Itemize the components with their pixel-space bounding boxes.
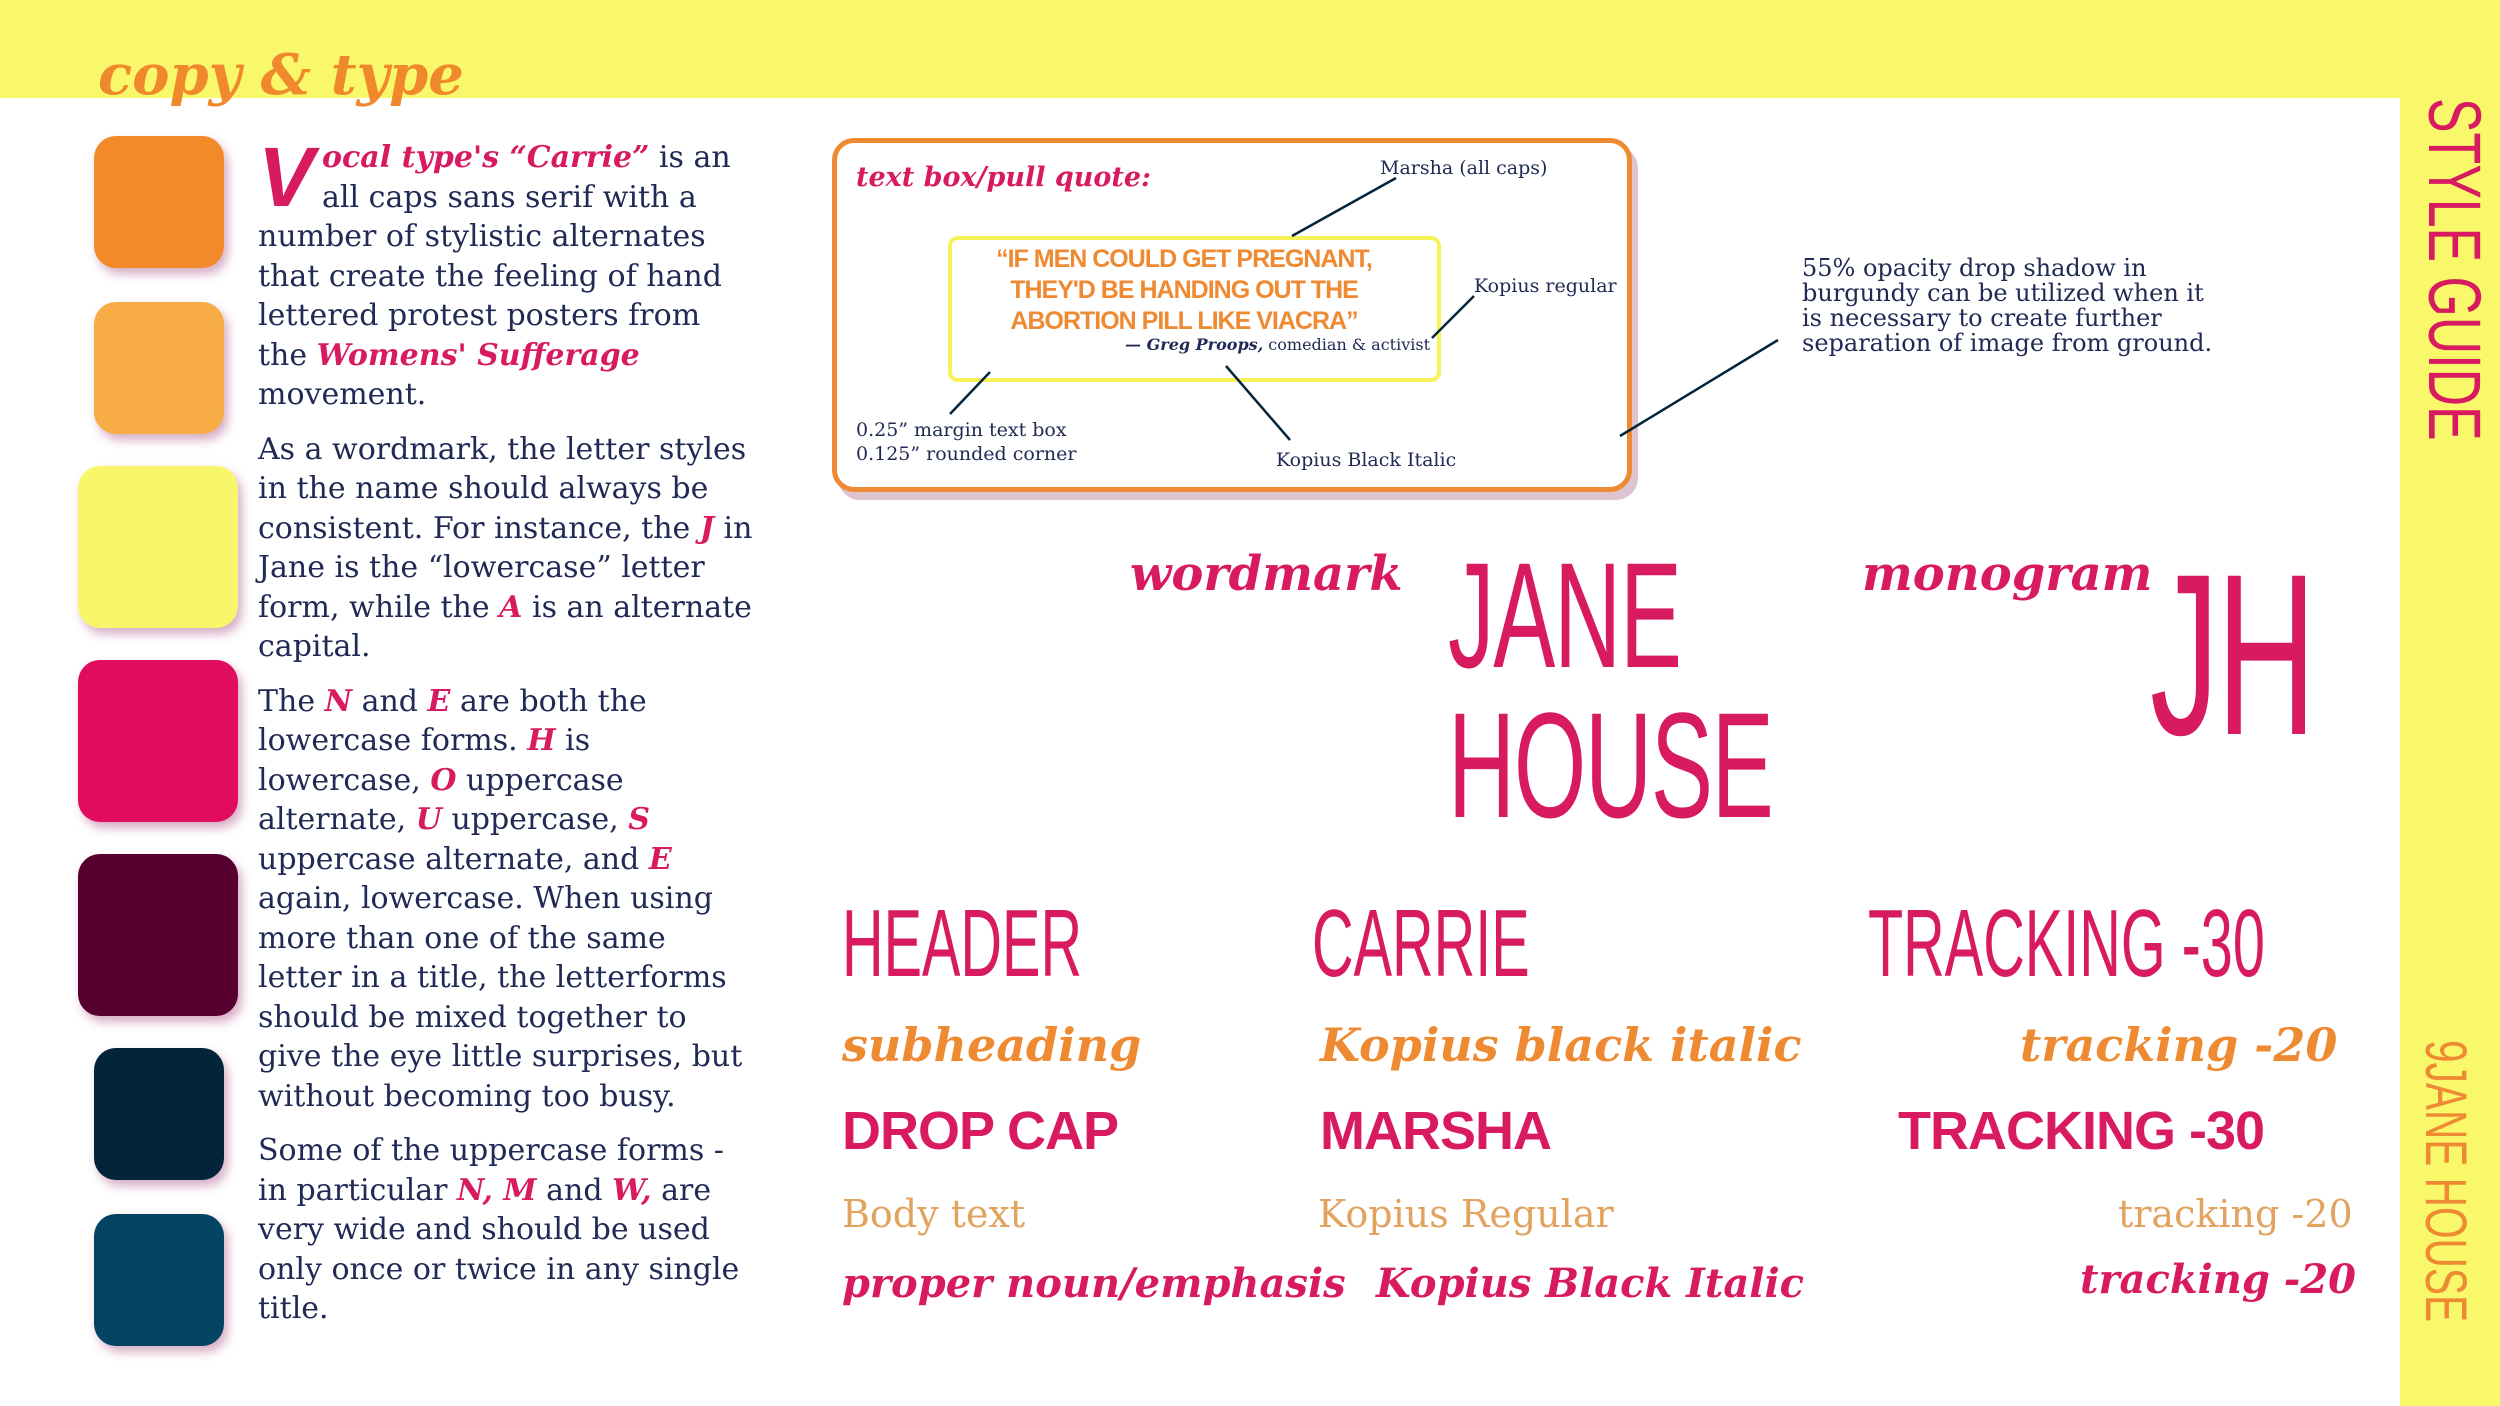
- spec-header-sample: HEADER: [842, 890, 1083, 997]
- text-run: is an alternate capital.: [258, 589, 752, 664]
- letter-w: W,: [612, 1172, 652, 1208]
- letter-e: E: [427, 683, 451, 719]
- spec-header-font: CARRIE: [1312, 890, 1530, 997]
- drop-cap: V: [258, 130, 315, 224]
- text-run: and: [536, 1172, 613, 1208]
- monogram: JH: [2150, 526, 2314, 783]
- spec-subheading-font: Kopius black italic: [1320, 1018, 1802, 1072]
- note-margin-line-1: 0.25” margin text box: [856, 419, 1067, 441]
- text-run: uppercase alternate, and: [258, 841, 649, 877]
- letter-j: J: [699, 510, 715, 546]
- emphasis: Womens' Sufferage: [316, 337, 640, 373]
- text-run: uppercase alternate,: [258, 762, 624, 837]
- text-run: again, lowercase. When using more than one of the same letter in a title, the letterforms should be mixed together to give the eye little surprises, but without becoming too busy.: [258, 881, 743, 1114]
- text-run: Some of the uppercase forms - in particular: [258, 1133, 724, 1208]
- spec-dropcap-font: MARSHA: [1320, 1101, 1551, 1161]
- note-margin-line-2: 0.125” rounded corner: [856, 443, 1077, 465]
- text-run: As a wordmark, the letter styles in the name should always be consistent. For instance, the: [258, 431, 747, 546]
- letters-n-m: N, M: [457, 1172, 537, 1208]
- attribution-role: comedian & activist: [1263, 335, 1430, 354]
- text-run: The: [258, 683, 325, 719]
- spec-dropcap-sample: DROP CAP: [842, 1101, 1119, 1161]
- typeface-name: ocal type's “Carrie”: [322, 140, 650, 175]
- text-run: movement.: [258, 377, 427, 412]
- spec-emphasis-font: Kopius Black Italic: [1376, 1260, 1805, 1307]
- spec-header-tracking: TRACKING -30: [1868, 890, 2265, 997]
- spec-dropcap-tracking: TRACKING -30: [1898, 1101, 2265, 1161]
- spec-body-sample: Body text: [842, 1192, 1026, 1236]
- wordmark-line-2: HOUSE: [1448, 681, 1773, 849]
- spec-body-font: Kopius Regular: [1318, 1192, 1614, 1236]
- pull-quote-text: “IF MEN COULD GET PREGNANT, THEY'D BE HANDING OUT THE ABORTION PILL LIKE VIACRA”: [996, 245, 1372, 335]
- pull-quote-label: text box/pull quote:: [856, 162, 1152, 193]
- wordmark: [1448, 531, 1773, 849]
- jane-house-vertical-brand: [2400, 1040, 2500, 1406]
- letter-s: S: [628, 802, 650, 837]
- spec-subheading-sample: subheading: [842, 1018, 1142, 1072]
- text-run: is lowercase,: [258, 723, 591, 798]
- page-title: copy & type: [98, 42, 464, 108]
- spec-emphasis-sample: proper noun/emphasis: [842, 1260, 1346, 1307]
- letter-u: U: [415, 802, 442, 837]
- letter-a: A: [499, 589, 523, 625]
- text-run: and: [352, 683, 428, 719]
- text-run: in Jane is the “lowercase” letter form, while the: [258, 510, 753, 625]
- page-number-brand: 9JANE HOUSE: [2413, 1040, 2478, 1323]
- text-run: is an all caps sans serif with a number of stylistic alternates that create the feeling of hand lettered protest posters from the: [258, 140, 731, 373]
- letter-h: H: [527, 723, 556, 758]
- drop-shadow-note: 55% opacity drop shadow in burgundy can be utilized when it is necessary to create further separation of image from ground.: [1802, 254, 2213, 357]
- monogram-label: monogram: [1862, 546, 2153, 602]
- spec-subheading-tracking: tracking -20: [2020, 1018, 2338, 1072]
- wordmark-line-1: JANE: [1448, 531, 1681, 699]
- letter-o: O: [430, 762, 457, 798]
- text-run: are very wide and should be used only once or twice in any single title.: [258, 1172, 740, 1326]
- wordmark-label: wordmark: [1130, 546, 1403, 602]
- attribution-name: — Greg Proops,: [1125, 335, 1264, 354]
- style-guide-vertical-title: [2400, 98, 2500, 548]
- letter-n: N: [324, 683, 353, 719]
- note-kopius-regular: Kopius regular: [1474, 275, 1617, 297]
- spec-emphasis-tracking: tracking -20: [2080, 1256, 2356, 1303]
- style-guide-text: STYLE GUIDE: [2413, 98, 2496, 441]
- note-marsha: Marsha (all caps): [1380, 157, 1548, 179]
- spec-body-tracking: tracking -20: [2118, 1192, 2353, 1236]
- text-run: are both the lowercase forms.: [258, 683, 647, 758]
- letter-e-again: E: [648, 841, 672, 877]
- text-run: uppercase,: [441, 802, 629, 837]
- note-kopius-black-italic: Kopius Black Italic: [1276, 449, 1457, 471]
